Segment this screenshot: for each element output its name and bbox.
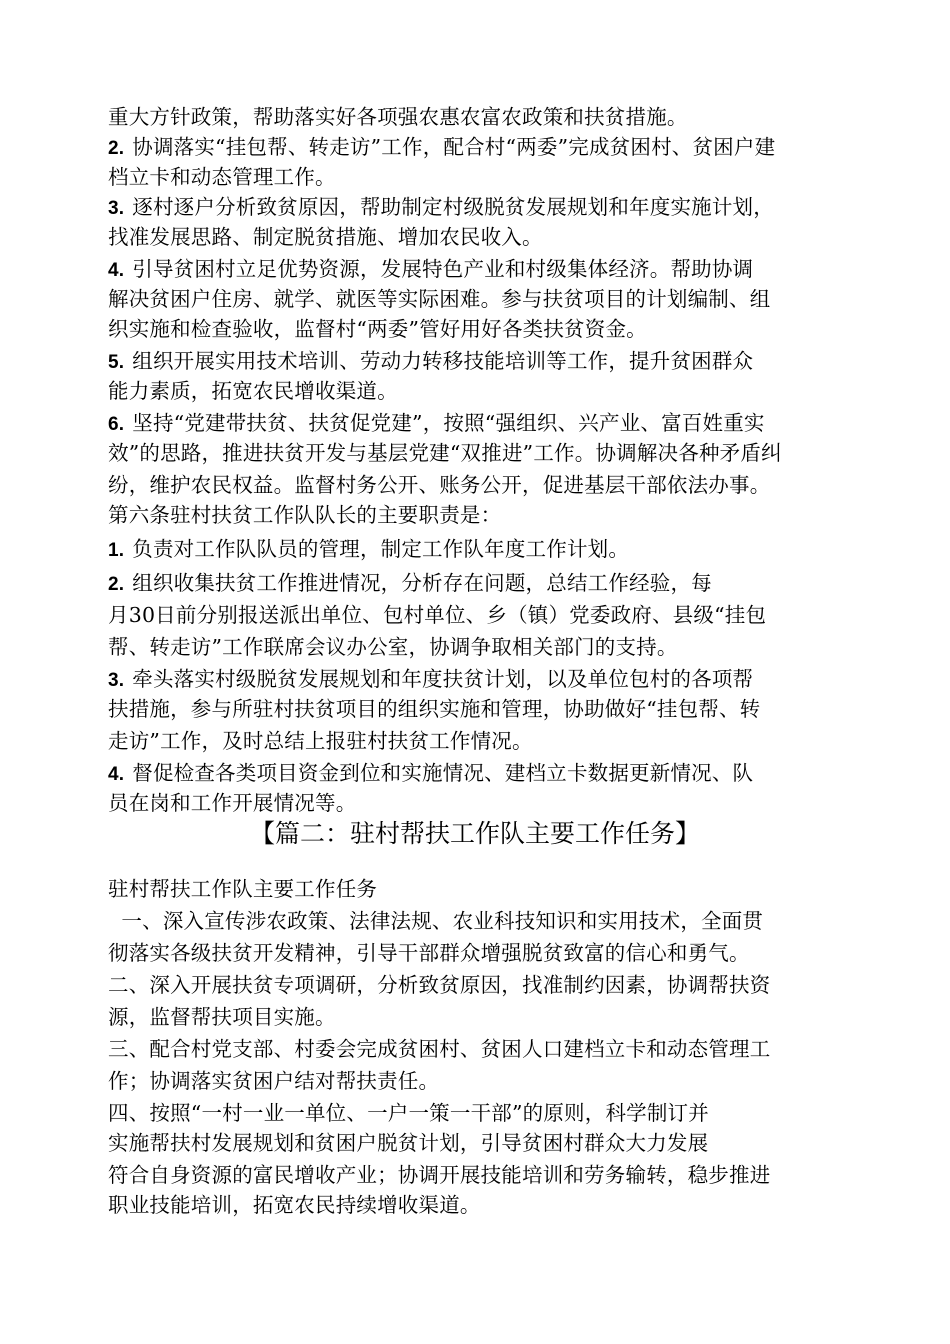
item-number: 2. <box>108 138 125 159</box>
task-line: 一、深入宣传涉农政策、法律法规、农业科技知识和实用技术，全面贯 <box>108 909 764 933</box>
line-text: 档立卡和动态管理工作。 <box>108 165 336 189</box>
line-text: 找准发展思路、制定脱贫措施、增加农民收入。 <box>108 225 543 249</box>
item-number: 4. <box>108 260 125 281</box>
text-line <box>108 162 336 192</box>
text-line <box>108 726 533 756</box>
task-line: 彻落实各级扶贫开发精神，引导干部群众增强脱贫致富的信心和勇气。 <box>108 941 750 965</box>
task-line: 实施帮扶村发展规划和贫困户脱贫计划，引导贫困村群众大力发展 <box>108 1131 709 1155</box>
line-text: 组织开展实用技术培训、劳动力转移技能培训等工作，提升贫困群众 <box>132 349 754 373</box>
subsection-title: 驻村帮扶工作队主要工作任务 <box>108 877 378 901</box>
item-number: 2. <box>108 574 125 595</box>
item-number: 6. <box>108 414 125 435</box>
numbered-item-line <box>108 132 775 164</box>
numbered-item-line <box>108 346 753 378</box>
task-line: 符合自身资源的富民增收产业；协调开展技能培训和劳务输转，稳步推进 <box>108 1163 771 1187</box>
text-line <box>108 284 770 314</box>
text-line <box>108 600 766 630</box>
text-line <box>108 694 760 724</box>
text-line <box>108 788 356 818</box>
item-number: 1. <box>108 540 125 561</box>
line-text: 督促检查各类项目资金到位和实施情况、建档立卡数据更新情况、队 <box>132 761 754 785</box>
numbered-item-line <box>108 192 774 224</box>
section-heading: 【篇二：驻村帮扶工作队主要工作任务】 <box>249 819 700 848</box>
numbered-item-line <box>108 534 629 566</box>
text-line <box>108 222 543 252</box>
text-line <box>108 500 501 530</box>
item-number: 3. <box>108 198 125 219</box>
line-text: 织实施和检查验收，监督村“两委”管好用好各类扶贫资金。 <box>108 317 647 341</box>
line-text: 能力素质，拓宽农民增收渠道。 <box>108 379 398 403</box>
task-line: 职业技能培训，拓宽农民持续增收渠道。 <box>108 1193 481 1217</box>
line-text: 牵头落实村级脱贫发展规划和年度扶贫计划，以及单位包村的各项帮 <box>132 667 754 691</box>
text-line <box>108 102 688 132</box>
numbered-item-line <box>108 568 712 600</box>
text-line <box>108 632 678 662</box>
task-line: 源，监督帮扶项目实施。 <box>108 1005 336 1029</box>
task-line: 四、按照“一村一业一单位、一户一策一干部”的原则，科学制订并 <box>108 1101 709 1125</box>
numbered-item-line <box>108 664 753 696</box>
numbered-item-line <box>108 254 753 286</box>
line-text: 效”的思路，推进扶贫开发与基层党建“双推进”工作。协调解决各种矛盾纠 <box>108 441 782 465</box>
line-text: 负责对工作队队员的管理，制定工作队年度工作计划。 <box>132 537 630 561</box>
item-number: 4. <box>108 764 125 785</box>
line-text: 走访”工作，及时总结上报驻村扶贫工作情况。 <box>108 729 533 753</box>
line-text: 月30日前分别报送派出单位、包村单位、乡（镇）党委政府、县级“挂包 <box>108 603 767 627</box>
line-text: 组织收集扶贫工作推进情况，分析存在问题，总结工作经验，每 <box>132 571 712 595</box>
task-line: 三、配合村党支部、村委会完成贫困村、贫困人口建档立卡和动态管理工 <box>108 1037 771 1061</box>
item-number: 5. <box>108 352 125 373</box>
text-line <box>108 314 647 344</box>
text-line <box>108 470 770 500</box>
text-line <box>108 438 782 468</box>
line-text: 引导贫困村立足优势资源，发展特色产业和村级集体经济。帮助协调 <box>132 257 754 281</box>
line-text: 协调落实“挂包帮、转走访”工作，配合村“两委”完成贫困村、贫困户建 <box>132 135 776 159</box>
item-number: 3. <box>108 670 125 691</box>
task-line: 二、深入开展扶贫专项调研，分析致贫原因，找准制约因素，协调帮扶资 <box>108 973 771 997</box>
line-text: 扶措施，参与所驻村扶贫项目的组织实施和管理，协助做好“挂包帮、转 <box>108 697 761 721</box>
line-text: 解决贫困户住房、就学、就医等实际困难。参与扶贫项目的计划编制、组 <box>108 287 771 311</box>
line-text: 逐村逐户分析致贫原因，帮助制定村级脱贫发展规划和年度实施计划， <box>132 195 774 219</box>
line-text: 员在岗和工作开展情况等。 <box>108 791 357 815</box>
text-line <box>108 376 398 406</box>
line-text: 纷，维护农民权益。监督村务公开、账务公开，促进基层干部依法办事。 <box>108 473 771 497</box>
numbered-item-line <box>108 758 753 790</box>
task-line: 作；协调落实贫困户结对帮扶责任。 <box>108 1069 440 1093</box>
line-text: 重大方针政策，帮助落实好各项强农惠农富农政策和扶贫措施。 <box>108 105 688 129</box>
numbered-item-line <box>108 408 765 440</box>
line-text: 帮、转走访”工作联席会议办公室，协调争取相关部门的支持。 <box>108 635 678 659</box>
line-text: 坚持“党建带扶贫、扶贫促党建”，按照“强组织、兴产业、富百姓重实 <box>132 411 765 435</box>
line-text: 第六条驻村扶贫工作队队长的主要职责是： <box>108 503 502 527</box>
